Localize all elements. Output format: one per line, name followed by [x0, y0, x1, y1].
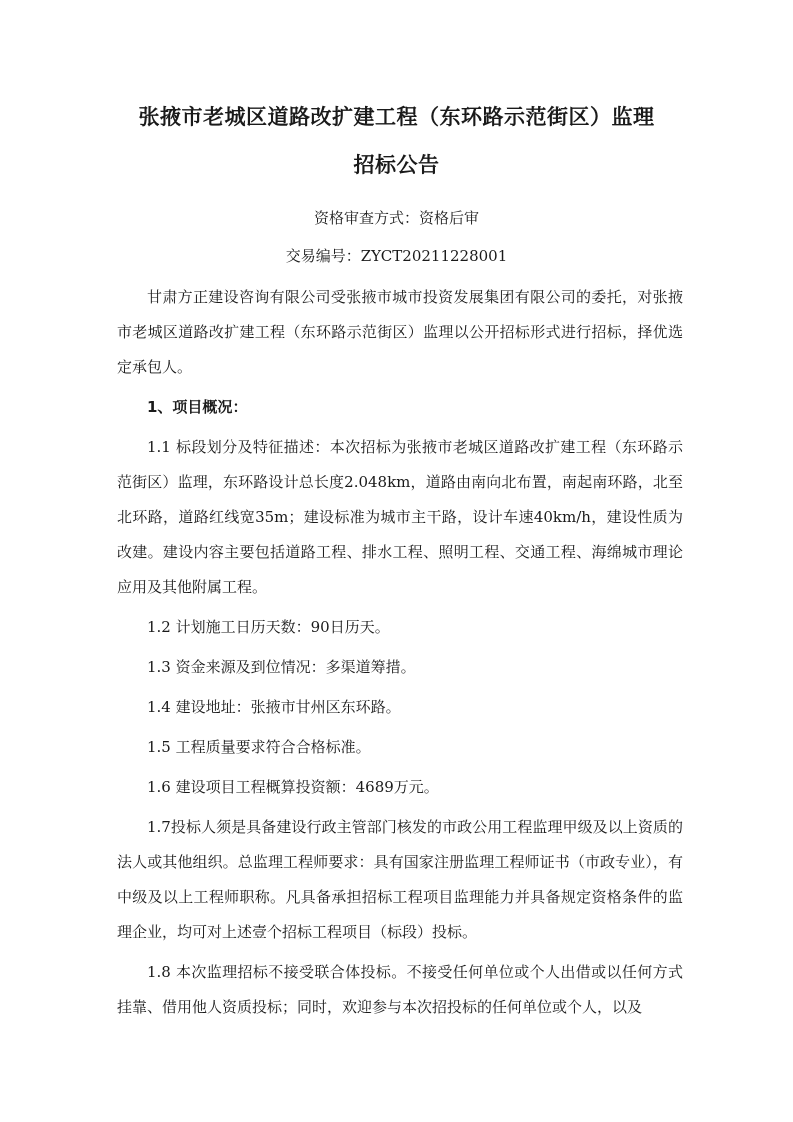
- intro-paragraph: 甘肃方正建设咨询有限公司受张掖市城市投资发展集团有限公司的委托，对张掖市老城区道路改扩建工程（东环路示范街区）监理以公开招标形式进行招标，择优选定承包人。: [117, 288, 683, 376]
- transaction-number: 交易编号：ZYCT20211228001: [285, 247, 508, 265]
- paragraph-1-5: 1.5 工程质量要求符合合格标准。: [147, 738, 371, 756]
- paragraph-1-1: 1.1 标段划分及特征描述：本次招标为张掖市老城区道路改扩建工程（东环路示范街区）监理，东环路设计总长度2.048km，道路由南向北布置，南起南环路，北至北环路，道路红线宽35m；建设标准为城市主干路，设计车速40km/h，建设性质为改建。建设内容主要包括道路工程、排水工程、照明工程、交通工程、海绵城市理论应用及其他附属工程。: [117, 438, 683, 596]
- paragraph-1-6: 1.6 建设项目工程概算投资额：4689万元。: [147, 778, 439, 796]
- paragraph-1-4: 1.4 建设地址：张掖市甘州区东环路。: [147, 698, 401, 716]
- document-body: [117, 280, 683, 1030]
- section-heading-project-overview: 1、项目概况：: [147, 398, 248, 416]
- paragraph-1-7: 1.7投标人须是具备建设行政主管部门核发的市政公用工程监理甲级及以上资质的法人或其他组织。总监理工程师要求：具有国家注册监理工程师证书（市政专业），有中级及以上工程师职称。凡具备承担招标工程项目监理能力并具备规定资格条件的监理企业，均可对上述壹个招标工程项目（标段）投标。: [117, 818, 683, 941]
- document-title-line-1: 张掖市老城区道路改扩建工程（东环路示范街区）监理: [138, 105, 655, 129]
- paragraph-1-2: 1.2 计划施工日历天数：90日历天。: [147, 618, 390, 636]
- review-method: 资格审查方式：资格后审: [313, 209, 479, 227]
- paragraph-1-3: 1.3 资金来源及到位情况：多渠道筹措。: [147, 658, 416, 676]
- paragraph-1-8: 1.8 本次监理招标不接受联合体投标。不接受任何单位或个人出借或以任何方式挂靠、借用他人资质投标；同时，欢迎参与本次招投标的任何单位或个人，以及: [117, 963, 683, 1016]
- document-title-line-2: 招标公告: [353, 153, 440, 177]
